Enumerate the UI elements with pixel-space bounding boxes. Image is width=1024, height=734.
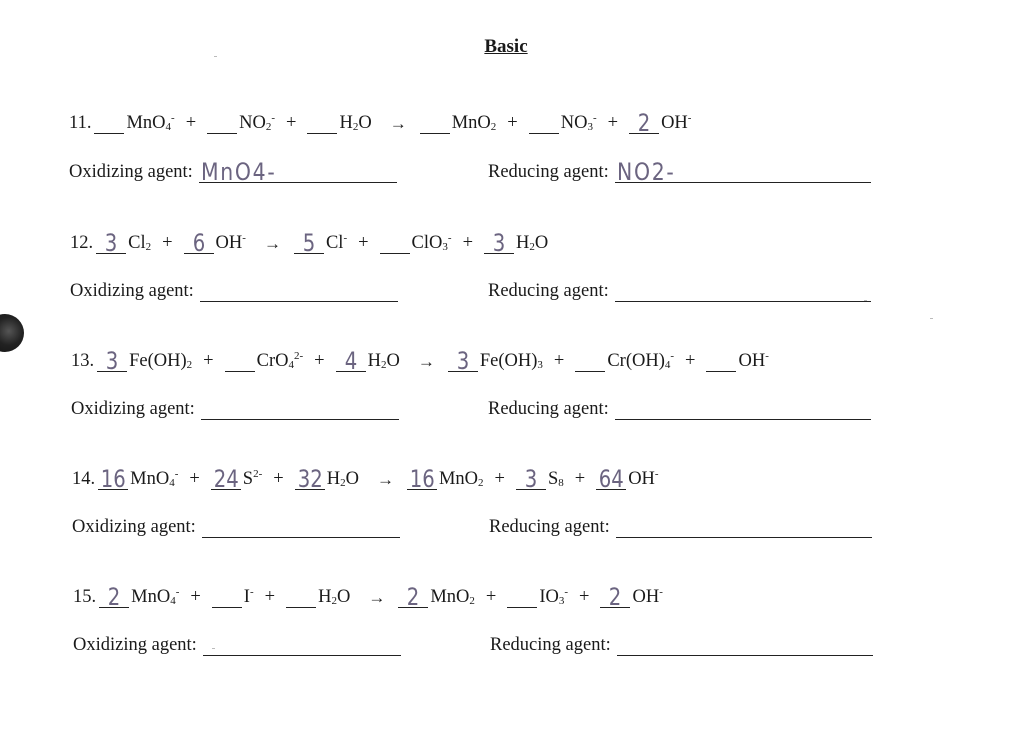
species-term xyxy=(98,465,179,493)
coefficient-blank[interactable] xyxy=(184,229,214,257)
oxidizing-agent-label: Oxidizing agent: xyxy=(73,635,197,655)
species-term xyxy=(294,229,348,257)
coefficient-blank[interactable] xyxy=(529,111,559,134)
formula-part: H xyxy=(516,233,530,253)
reaction-arrow: → xyxy=(389,114,407,133)
problem-number: 15. xyxy=(73,587,97,607)
equation-row xyxy=(69,106,692,137)
plus-sign: + xyxy=(286,113,297,133)
formula-part: MnO xyxy=(131,587,171,607)
formula-part: 2 xyxy=(352,121,359,133)
coefficient-blank[interactable] xyxy=(94,111,124,134)
coefficient-blank[interactable] xyxy=(516,465,546,493)
species-term xyxy=(211,465,263,493)
formula-part: OH xyxy=(628,469,655,489)
formula-part: NO xyxy=(560,113,588,133)
coefficient-blank[interactable] xyxy=(484,229,514,257)
formula-part: 3 xyxy=(558,595,565,607)
problem-number: 14. xyxy=(72,469,96,489)
plus-sign: + xyxy=(485,587,497,607)
coefficient-answer: 2 xyxy=(407,583,420,611)
reducing-agent-label: Reducing agent: xyxy=(490,635,611,655)
plus-sign: + xyxy=(264,587,276,607)
equation-row xyxy=(71,344,769,375)
formula-part: Cr(OH) xyxy=(607,351,665,371)
formula-part: 4 xyxy=(664,359,671,371)
species-term xyxy=(507,585,568,608)
species-term xyxy=(516,465,564,493)
formula-part: 8 xyxy=(558,477,564,489)
formula-part: 2- xyxy=(253,468,263,480)
formula-part: - xyxy=(564,586,569,598)
coefficient-answer: 2 xyxy=(107,583,121,611)
reducing-agent-row xyxy=(490,628,873,656)
plus-sign: + xyxy=(314,351,325,371)
formula-part: - xyxy=(670,350,675,362)
formula-part: - xyxy=(271,112,276,124)
coefficient-blank[interactable] xyxy=(294,229,324,257)
formula-part: S xyxy=(242,469,254,489)
plus-sign: + xyxy=(579,587,590,607)
coefficient-blank[interactable] xyxy=(407,465,437,493)
coefficient-blank[interactable] xyxy=(286,585,316,608)
formula-part: 2 xyxy=(265,121,272,133)
formula-part: CrO xyxy=(256,351,289,371)
problem-number: 11. xyxy=(69,113,92,133)
species-term xyxy=(212,585,254,608)
formula-part: MnO xyxy=(430,587,470,607)
reaction-arrow: → xyxy=(417,352,435,371)
species-term xyxy=(307,111,371,134)
reducing-agent-row xyxy=(488,274,871,302)
formula-part: 3 xyxy=(537,359,543,371)
oxidizing-agent-label: Oxidizing agent: xyxy=(69,162,193,182)
plus-sign: + xyxy=(574,469,586,489)
coefficient-answer: 6 xyxy=(192,229,205,257)
oxidizing-agent-row xyxy=(72,510,400,538)
reducing-agent-label: Reducing agent: xyxy=(488,281,609,301)
reducing-agent-input[interactable] xyxy=(616,513,872,538)
formula-part: 2 xyxy=(490,121,497,133)
formula-part: - xyxy=(654,468,659,480)
plus-sign: + xyxy=(685,351,696,371)
species-term xyxy=(596,465,659,493)
problem-number: 13. xyxy=(71,351,95,371)
coefficient-blank[interactable] xyxy=(596,465,626,493)
coefficient-blank[interactable] xyxy=(420,111,450,134)
plus-sign: + xyxy=(607,113,619,133)
formula-part: MnO xyxy=(130,469,170,489)
oxidizing-agent-input[interactable] xyxy=(202,513,400,538)
formula-part: 3 xyxy=(587,121,593,133)
species-term xyxy=(407,465,484,493)
plus-sign: + xyxy=(462,233,473,253)
coefficient-answer: 2 xyxy=(637,109,651,137)
binder-hole xyxy=(0,314,24,352)
oxidizing-agent-input[interactable] xyxy=(199,158,397,186)
coefficient-answer: 24 xyxy=(213,465,239,493)
formula-part: - xyxy=(343,232,348,244)
formula-part: H xyxy=(326,469,341,489)
equation-row xyxy=(73,580,663,611)
coefficient-blank[interactable] xyxy=(211,465,241,493)
oxidizing-agent-row xyxy=(71,392,399,420)
coefficient-answer: 16 xyxy=(409,465,435,493)
species-term xyxy=(94,111,174,134)
reaction-arrow: → xyxy=(368,588,386,607)
formula-part: 4 xyxy=(165,121,172,133)
reaction-arrow: → xyxy=(263,234,281,253)
coefficient-blank[interactable] xyxy=(225,349,255,372)
coefficient-answer: 3 xyxy=(456,347,470,375)
coefficient-answer: 3 xyxy=(104,229,118,257)
formula-part: H xyxy=(339,113,353,133)
formula-part: 2 xyxy=(145,241,152,253)
formula-part: Fe(OH) xyxy=(129,351,187,371)
coefficient-blank[interactable] xyxy=(706,349,736,372)
formula-part: 2 xyxy=(380,359,387,371)
formula-part: OH xyxy=(661,113,688,133)
species-term xyxy=(484,229,549,257)
oxidizing-agent-input[interactable] xyxy=(200,277,398,302)
formula-part: - xyxy=(765,350,769,362)
coefficient-blank[interactable] xyxy=(207,111,237,134)
species-term xyxy=(97,347,193,375)
formula-part: Fe(OH) xyxy=(479,351,538,371)
oxidizing-agent-label: Oxidizing agent: xyxy=(71,399,195,419)
plus-sign: + xyxy=(494,469,505,489)
species-term xyxy=(295,465,359,493)
plus-sign: + xyxy=(185,113,197,133)
formula-part: H xyxy=(318,587,332,607)
plus-sign: + xyxy=(189,469,200,489)
plus-sign: + xyxy=(553,351,565,371)
coefficient-blank[interactable] xyxy=(507,585,537,608)
oxidizing-agent-row xyxy=(69,155,397,186)
formula-part: Cl xyxy=(128,233,146,253)
formula-part: S xyxy=(547,469,559,489)
species-term xyxy=(225,349,304,372)
coefficient-blank[interactable] xyxy=(98,465,128,493)
species-term xyxy=(336,347,400,375)
page-title: Basic xyxy=(484,36,528,57)
formula-part: Cl xyxy=(325,233,344,253)
species-term xyxy=(398,583,475,611)
reducing-agent-row xyxy=(488,392,871,420)
formula-part: 4 xyxy=(170,595,176,607)
coefficient-blank[interactable] xyxy=(448,347,478,375)
coefficient-blank[interactable] xyxy=(99,583,129,611)
reducing-agent-row xyxy=(488,155,871,186)
formula-part: O xyxy=(336,587,351,607)
coefficient-blank[interactable] xyxy=(212,585,242,608)
species-term xyxy=(286,585,350,608)
species-term xyxy=(207,111,275,134)
oxidizing-agent-row xyxy=(73,628,401,656)
coefficient-answer: 2 xyxy=(609,583,622,611)
formula-part: OH xyxy=(215,233,243,253)
species-term xyxy=(99,583,180,611)
species-term xyxy=(529,111,597,134)
coefficient-answer: 3 xyxy=(105,347,119,375)
formula-part: 2- xyxy=(293,350,304,362)
formula-part: MnO xyxy=(126,113,166,133)
plus-sign: + xyxy=(203,351,214,371)
plus-sign: + xyxy=(162,233,173,253)
formula-part: - xyxy=(447,232,452,244)
coefficient-answer: 4 xyxy=(344,347,357,375)
oxidizing-agent-label: Oxidizing agent: xyxy=(70,281,194,301)
problem-number: 12. xyxy=(70,233,94,253)
formula-part: OH xyxy=(632,587,660,607)
species-term xyxy=(448,347,543,375)
formula-part: 2 xyxy=(340,477,346,489)
formula-part: - xyxy=(687,112,692,124)
equation-row xyxy=(72,462,659,493)
reducing-agent-label: Reducing agent: xyxy=(488,399,609,419)
species-term xyxy=(629,109,692,137)
formula-part: 2 xyxy=(469,595,475,607)
formula-part: - xyxy=(659,586,663,598)
formula-part: H xyxy=(367,351,381,371)
formula-part: NO xyxy=(239,113,266,133)
species-term xyxy=(575,349,674,372)
coefficient-answer: 5 xyxy=(302,229,316,257)
oxidizing-agent-input[interactable] xyxy=(203,631,401,656)
species-term xyxy=(380,231,452,254)
formula-part: - xyxy=(242,232,246,244)
coefficient-answer: 16 xyxy=(100,465,126,493)
formula-part: O xyxy=(534,233,549,253)
coefficient-blank[interactable] xyxy=(600,583,630,611)
formula-part: OH xyxy=(738,351,766,371)
plus-sign: + xyxy=(190,587,201,607)
formula-part: 3 xyxy=(442,241,448,253)
oxidizing-agent-input[interactable] xyxy=(201,395,399,420)
formula-part: MnO xyxy=(451,113,491,133)
species-term xyxy=(706,349,768,372)
plus-sign: + xyxy=(358,233,369,253)
formula-part: - xyxy=(175,586,180,598)
formula-part: - xyxy=(592,112,597,124)
reducing-agent-row xyxy=(489,510,872,538)
formula-part: 2 xyxy=(331,595,337,607)
coefficient-blank[interactable] xyxy=(575,349,605,372)
coefficient-blank[interactable] xyxy=(629,109,659,137)
plus-sign: + xyxy=(273,469,284,489)
oxidizing-agent-label: Oxidizing agent: xyxy=(72,517,196,537)
species-term xyxy=(96,229,152,257)
reducing-agent-label: Reducing agent: xyxy=(489,517,610,537)
formula-part: 4 xyxy=(288,359,294,371)
formula-part: - xyxy=(171,112,175,124)
reaction-arrow: → xyxy=(376,470,394,489)
coefficient-blank[interactable] xyxy=(307,111,337,134)
reducing-agent-input[interactable] xyxy=(617,631,873,656)
species-term xyxy=(184,229,246,257)
formula-part: O xyxy=(358,113,372,133)
species-term xyxy=(600,583,663,611)
coefficient-blank[interactable] xyxy=(96,229,126,257)
formula-part: I xyxy=(243,587,250,607)
equation-row xyxy=(70,226,549,257)
coefficient-answer: 3 xyxy=(524,465,538,493)
formula-part: O xyxy=(345,469,359,489)
coefficient-blank[interactable] xyxy=(398,583,428,611)
reducing-agent-answer: NO2- xyxy=(616,158,676,186)
coefficient-answer: 64 xyxy=(598,465,624,493)
oxidizing-agent-row xyxy=(70,274,398,302)
plus-sign: + xyxy=(507,113,518,133)
formula-part: 4 xyxy=(169,477,175,489)
formula-part: - xyxy=(249,586,254,598)
coefficient-answer: 32 xyxy=(297,465,323,493)
coefficient-blank[interactable] xyxy=(97,347,127,375)
reducing-agent-input[interactable] xyxy=(615,395,871,420)
coefficient-blank[interactable] xyxy=(295,465,325,493)
species-term xyxy=(420,111,497,134)
formula-part: 2 xyxy=(478,477,484,489)
reducing-agent-input[interactable] xyxy=(615,158,871,186)
coefficient-blank[interactable] xyxy=(336,347,366,375)
formula-part: 2 xyxy=(186,359,193,371)
coefficient-answer: 3 xyxy=(492,229,506,257)
formula-part: ClO xyxy=(411,233,443,253)
reducing-agent-input[interactable] xyxy=(615,277,871,302)
formula-part: O xyxy=(386,351,400,371)
reducing-agent-label: Reducing agent: xyxy=(488,162,609,182)
formula-part: 2 xyxy=(529,241,535,253)
oxidizing-agent-answer: MnO4- xyxy=(200,158,277,186)
coefficient-blank[interactable] xyxy=(380,231,410,254)
formula-part: MnO xyxy=(438,469,479,489)
formula-part: - xyxy=(174,468,179,480)
formula-part: IO xyxy=(539,587,559,607)
